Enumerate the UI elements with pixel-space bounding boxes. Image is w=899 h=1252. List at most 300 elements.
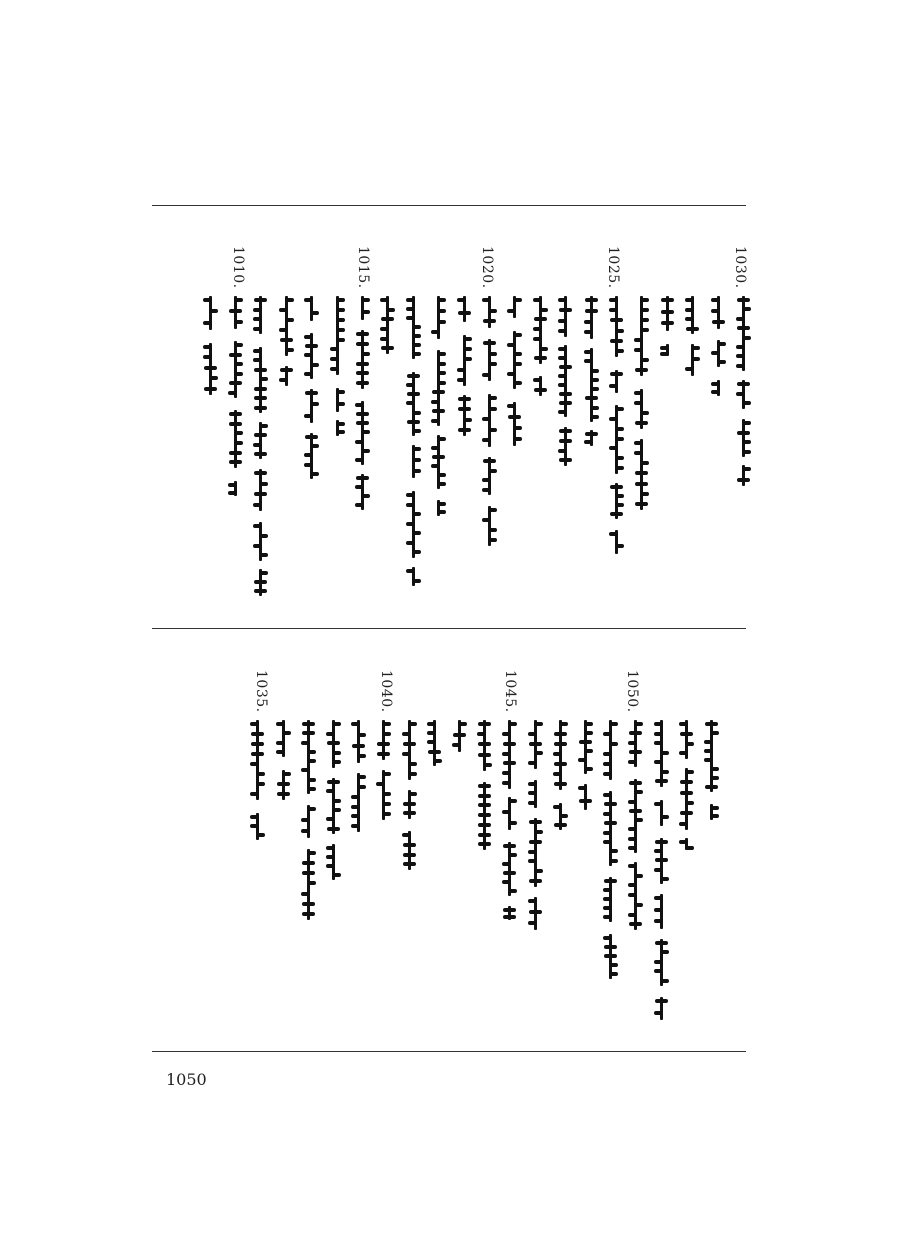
script-stroke xyxy=(327,780,340,784)
script-stroke xyxy=(609,384,617,388)
script-stroke xyxy=(307,807,316,811)
script-stroke xyxy=(427,740,435,744)
script-stroke xyxy=(508,799,517,803)
script-stroke xyxy=(361,310,370,314)
script-stroke xyxy=(711,390,719,394)
script-stroke xyxy=(431,419,439,423)
script-line xyxy=(301,720,317,920)
script-stroke xyxy=(234,343,243,347)
script-stroke xyxy=(482,298,490,302)
script-stroke xyxy=(437,502,446,506)
script-stroke xyxy=(234,372,243,376)
script-stroke xyxy=(256,782,265,786)
script-line xyxy=(507,296,523,446)
script-stroke xyxy=(277,782,290,786)
script-stroke xyxy=(403,853,416,857)
script-stroke xyxy=(609,417,617,421)
script-stroke xyxy=(250,722,258,726)
script-stroke xyxy=(254,452,267,456)
script-stroke xyxy=(437,473,446,477)
script-stroke xyxy=(680,732,693,736)
script-stroke xyxy=(327,827,340,831)
script-stroke xyxy=(330,367,338,371)
script-stroke xyxy=(554,742,567,746)
script-stroke xyxy=(528,899,536,903)
script-stroke xyxy=(603,732,611,736)
script-stroke xyxy=(704,758,712,762)
script-stroke xyxy=(254,396,267,400)
script-stroke xyxy=(609,298,617,302)
script-stroke xyxy=(559,308,572,312)
script-stroke xyxy=(203,321,211,325)
script-stroke xyxy=(357,775,366,779)
script-stroke xyxy=(685,846,694,850)
script-stroke xyxy=(629,922,642,926)
script-stroke xyxy=(234,431,243,435)
script-stroke xyxy=(458,722,467,726)
script-stroke xyxy=(640,318,649,322)
script-stroke xyxy=(628,864,636,868)
script-stroke xyxy=(508,842,511,896)
script-stroke xyxy=(711,298,719,302)
script-line xyxy=(250,720,266,840)
script-stroke xyxy=(528,850,536,854)
script-stroke xyxy=(259,553,268,557)
script-stroke xyxy=(380,327,388,331)
script-stroke xyxy=(679,840,687,844)
script-stroke xyxy=(326,732,334,736)
script-stroke xyxy=(736,317,744,321)
script-stroke xyxy=(558,356,566,360)
script-stroke xyxy=(685,742,694,746)
script-stroke xyxy=(629,731,642,735)
script-stroke xyxy=(478,722,491,726)
script-stroke xyxy=(513,426,522,430)
script-stroke xyxy=(478,794,491,798)
script-stroke xyxy=(482,518,490,522)
script-stroke xyxy=(234,441,243,445)
script-stroke xyxy=(253,503,261,507)
script-stroke xyxy=(615,329,624,333)
script-stroke xyxy=(301,741,309,745)
script-stroke xyxy=(355,458,363,462)
script-stroke xyxy=(402,752,410,756)
script-line xyxy=(355,296,371,516)
script-line xyxy=(603,720,619,990)
script-stroke xyxy=(408,762,417,766)
script-stroke xyxy=(629,809,642,813)
script-stroke xyxy=(310,444,319,448)
script-stroke xyxy=(332,808,341,812)
script-stroke xyxy=(437,437,446,441)
script-stroke xyxy=(463,357,472,361)
line-number-marker: 1010. xyxy=(230,246,246,289)
script-stroke xyxy=(302,731,315,735)
script-stroke xyxy=(712,320,725,324)
script-stroke xyxy=(355,440,363,444)
script-stroke xyxy=(326,817,334,821)
script-stroke xyxy=(742,401,751,405)
script-stroke xyxy=(351,824,359,828)
script-stroke xyxy=(558,347,566,351)
script-stroke xyxy=(615,503,624,507)
script-stroke xyxy=(737,298,750,302)
script-stroke xyxy=(654,732,662,736)
script-stroke xyxy=(508,889,517,893)
script-stroke xyxy=(488,362,497,366)
script-stroke xyxy=(615,456,624,460)
script-stroke xyxy=(253,317,261,321)
script-stroke xyxy=(259,377,268,381)
script-stroke xyxy=(437,352,446,356)
script-stroke xyxy=(402,833,410,837)
script-stroke xyxy=(304,335,312,339)
script-stroke xyxy=(482,488,490,492)
script-stroke xyxy=(437,320,446,324)
script-stroke xyxy=(356,476,369,480)
script-stroke xyxy=(361,494,370,498)
script-stroke xyxy=(279,308,287,312)
script-stroke xyxy=(406,503,414,507)
script-stroke xyxy=(628,913,636,917)
script-stroke xyxy=(615,349,624,353)
script-stroke xyxy=(488,396,497,400)
script-stroke xyxy=(332,799,341,803)
script-stroke xyxy=(539,308,548,312)
script-line xyxy=(654,720,670,1020)
script-stroke xyxy=(680,791,693,795)
script-stroke xyxy=(603,762,611,766)
script-stroke xyxy=(635,421,648,425)
script-stroke xyxy=(259,534,268,538)
script-stroke xyxy=(382,732,391,736)
script-stroke xyxy=(437,435,440,489)
script-stroke xyxy=(381,346,394,350)
script-stroke xyxy=(488,428,497,432)
script-stroke xyxy=(304,372,312,376)
script-stroke xyxy=(609,722,618,726)
script-stroke xyxy=(256,833,265,837)
script-stroke xyxy=(704,749,712,753)
script-line xyxy=(330,296,346,436)
script-stroke xyxy=(710,731,719,735)
script-stroke xyxy=(406,541,414,545)
script-stroke xyxy=(654,969,662,973)
script-stroke xyxy=(307,851,316,855)
script-stroke xyxy=(408,722,417,726)
script-stroke xyxy=(458,311,471,315)
script-stroke xyxy=(254,387,267,391)
line-number-marker: 1035. xyxy=(253,670,269,713)
script-stroke xyxy=(356,371,369,375)
script-stroke xyxy=(634,874,643,878)
script-stroke xyxy=(615,407,624,411)
script-stroke xyxy=(737,431,750,435)
page-number: 1050 xyxy=(166,1070,207,1089)
script-stroke xyxy=(229,412,242,416)
script-stroke xyxy=(209,309,218,313)
script-stroke xyxy=(502,862,510,866)
script-stroke xyxy=(458,428,471,432)
script-stroke xyxy=(654,960,662,964)
script-stroke xyxy=(528,791,536,795)
script-stroke xyxy=(332,760,341,764)
script-stroke xyxy=(482,417,490,421)
script-stroke xyxy=(634,818,643,822)
script-stroke xyxy=(634,441,642,445)
script-stroke xyxy=(377,752,390,756)
script-line xyxy=(553,720,569,830)
line-number-marker: 1050. xyxy=(624,670,640,713)
script-stroke xyxy=(655,779,668,783)
script-stroke xyxy=(403,802,416,806)
script-stroke xyxy=(310,311,319,315)
script-stroke xyxy=(655,999,668,1003)
script-stroke xyxy=(584,720,587,774)
script-stroke xyxy=(203,345,211,349)
script-stroke xyxy=(502,880,510,884)
script-line xyxy=(326,720,342,880)
script-stroke xyxy=(533,298,541,302)
script-stroke xyxy=(356,412,369,416)
script-stroke xyxy=(604,821,617,825)
script-stroke xyxy=(710,814,719,818)
script-stroke xyxy=(634,451,642,455)
script-stroke xyxy=(686,327,699,331)
script-stroke xyxy=(654,908,662,912)
script-stroke xyxy=(407,392,420,396)
script-stroke xyxy=(478,753,491,757)
script-stroke xyxy=(382,772,391,776)
script-stroke xyxy=(553,772,561,776)
script-stroke xyxy=(559,722,568,726)
script-stroke xyxy=(427,731,435,735)
script-stroke xyxy=(431,464,439,468)
script-stroke xyxy=(503,915,516,919)
script-stroke xyxy=(634,338,642,342)
script-stroke xyxy=(635,482,648,486)
script-stroke xyxy=(679,822,687,826)
script-stroke xyxy=(660,751,669,755)
script-stroke xyxy=(590,406,599,410)
script-stroke xyxy=(559,429,572,433)
script-stroke xyxy=(336,338,345,342)
script-stroke xyxy=(604,802,617,806)
script-stroke xyxy=(250,762,258,766)
script-stroke xyxy=(579,799,592,803)
script-stroke xyxy=(254,298,267,302)
script-stroke xyxy=(742,307,751,311)
script-stroke xyxy=(382,792,391,796)
script-stroke xyxy=(615,466,624,470)
script-stroke xyxy=(229,309,242,313)
script-stroke xyxy=(457,298,465,302)
script-stroke xyxy=(463,337,472,341)
script-stroke xyxy=(609,308,617,312)
script-stroke xyxy=(285,296,288,356)
script-stroke xyxy=(285,298,294,302)
script-stroke xyxy=(254,368,267,372)
script-line xyxy=(502,720,518,920)
middle-rule xyxy=(152,628,746,629)
script-line xyxy=(380,296,396,356)
script-stroke xyxy=(610,512,623,516)
script-stroke xyxy=(234,410,237,468)
script-stroke xyxy=(584,359,592,363)
script-stroke xyxy=(285,348,294,352)
script-stroke xyxy=(234,362,243,366)
script-stroke xyxy=(634,722,643,726)
script-stroke xyxy=(717,360,726,364)
script-line xyxy=(304,296,320,496)
script-stroke xyxy=(310,472,319,476)
script-stroke xyxy=(285,318,294,322)
script-stroke xyxy=(539,347,548,351)
script-stroke xyxy=(431,400,439,404)
script-stroke xyxy=(634,903,643,907)
script-stroke xyxy=(584,440,592,444)
script-stroke xyxy=(407,374,420,378)
script-stroke xyxy=(558,298,566,302)
script-stroke xyxy=(704,740,712,744)
script-line xyxy=(452,720,468,770)
script-stroke xyxy=(508,853,517,857)
script-stroke xyxy=(406,569,414,573)
script-stroke xyxy=(280,338,293,342)
script-stroke xyxy=(254,492,267,496)
script-stroke xyxy=(403,862,416,866)
script-stroke xyxy=(228,391,236,395)
script-stroke xyxy=(628,893,636,897)
script-stroke xyxy=(229,381,242,385)
script-stroke xyxy=(377,742,390,746)
script-stroke xyxy=(660,950,669,954)
line-number-marker: 1020. xyxy=(479,246,495,289)
script-stroke xyxy=(603,915,611,919)
script-stroke xyxy=(742,421,751,425)
script-stroke xyxy=(437,381,446,385)
script-stroke xyxy=(254,406,267,410)
script-stroke xyxy=(336,308,345,312)
script-stroke xyxy=(253,327,261,331)
script-stroke xyxy=(628,741,636,745)
top-rule xyxy=(152,205,746,206)
script-stroke xyxy=(679,722,687,726)
script-stroke xyxy=(660,815,669,819)
script-stroke xyxy=(406,307,414,311)
script-stroke xyxy=(228,491,236,495)
script-stroke xyxy=(452,743,460,747)
script-stroke xyxy=(554,762,567,766)
script-stroke xyxy=(259,482,268,486)
script-stroke xyxy=(437,309,446,313)
script-line xyxy=(704,720,720,820)
script-stroke xyxy=(307,881,316,885)
script-stroke xyxy=(628,846,636,850)
script-line xyxy=(685,296,701,376)
script-line xyxy=(482,296,498,546)
script-stroke xyxy=(326,855,334,859)
script-stroke xyxy=(336,298,345,302)
script-stroke xyxy=(412,458,421,462)
script-stroke xyxy=(282,772,291,776)
script-stroke xyxy=(559,401,572,405)
script-line xyxy=(660,296,676,356)
script-stroke xyxy=(534,869,543,873)
script-stroke xyxy=(655,858,668,862)
script-stroke xyxy=(305,344,318,348)
script-stroke xyxy=(640,411,649,415)
script-stroke xyxy=(276,750,284,754)
script-stroke xyxy=(554,823,567,827)
script-stroke xyxy=(406,401,414,405)
script-stroke xyxy=(326,789,334,793)
script-stroke xyxy=(376,782,384,786)
script-stroke xyxy=(483,341,496,345)
script-stroke xyxy=(302,722,315,726)
script-stroke xyxy=(502,752,510,756)
script-stroke xyxy=(654,1011,662,1015)
script-line xyxy=(228,296,244,496)
script-stroke xyxy=(615,427,624,431)
script-stroke xyxy=(408,792,417,796)
script-stroke xyxy=(403,843,416,847)
script-stroke xyxy=(253,349,261,353)
script-stroke xyxy=(529,742,542,746)
script-line xyxy=(427,720,443,780)
script-stroke xyxy=(507,343,515,347)
script-stroke xyxy=(412,343,421,347)
script-stroke xyxy=(661,298,674,302)
script-stroke xyxy=(488,538,497,542)
script-stroke xyxy=(710,767,719,771)
script-stroke xyxy=(357,754,366,758)
script-stroke xyxy=(502,732,510,736)
line-number-marker: 1025. xyxy=(605,246,621,289)
script-stroke xyxy=(204,387,217,391)
script-stroke xyxy=(513,352,522,356)
script-stroke xyxy=(705,722,718,726)
script-stroke xyxy=(488,309,497,313)
script-stroke xyxy=(584,320,592,324)
script-stroke xyxy=(408,720,411,780)
script-line xyxy=(528,720,544,930)
script-stroke xyxy=(742,467,751,471)
script-stroke xyxy=(736,364,744,368)
script-stroke xyxy=(507,309,515,313)
script-stroke xyxy=(654,849,662,853)
script-stroke xyxy=(310,363,319,367)
script-stroke xyxy=(356,342,369,346)
script-stroke xyxy=(610,485,623,489)
script-line xyxy=(477,720,493,850)
script-stroke xyxy=(685,801,694,805)
script-stroke xyxy=(710,776,719,780)
script-stroke xyxy=(478,742,491,746)
script-stroke xyxy=(482,438,490,442)
script-stroke xyxy=(685,298,693,302)
script-stroke xyxy=(528,921,536,925)
script-stroke xyxy=(609,859,618,863)
script-stroke xyxy=(408,772,417,776)
script-stroke xyxy=(234,320,243,324)
script-stroke xyxy=(528,761,536,765)
script-stroke xyxy=(615,544,624,548)
script-stroke xyxy=(234,298,243,302)
script-stroke xyxy=(229,353,242,357)
script-stroke xyxy=(412,429,421,433)
script-stroke xyxy=(655,840,668,844)
